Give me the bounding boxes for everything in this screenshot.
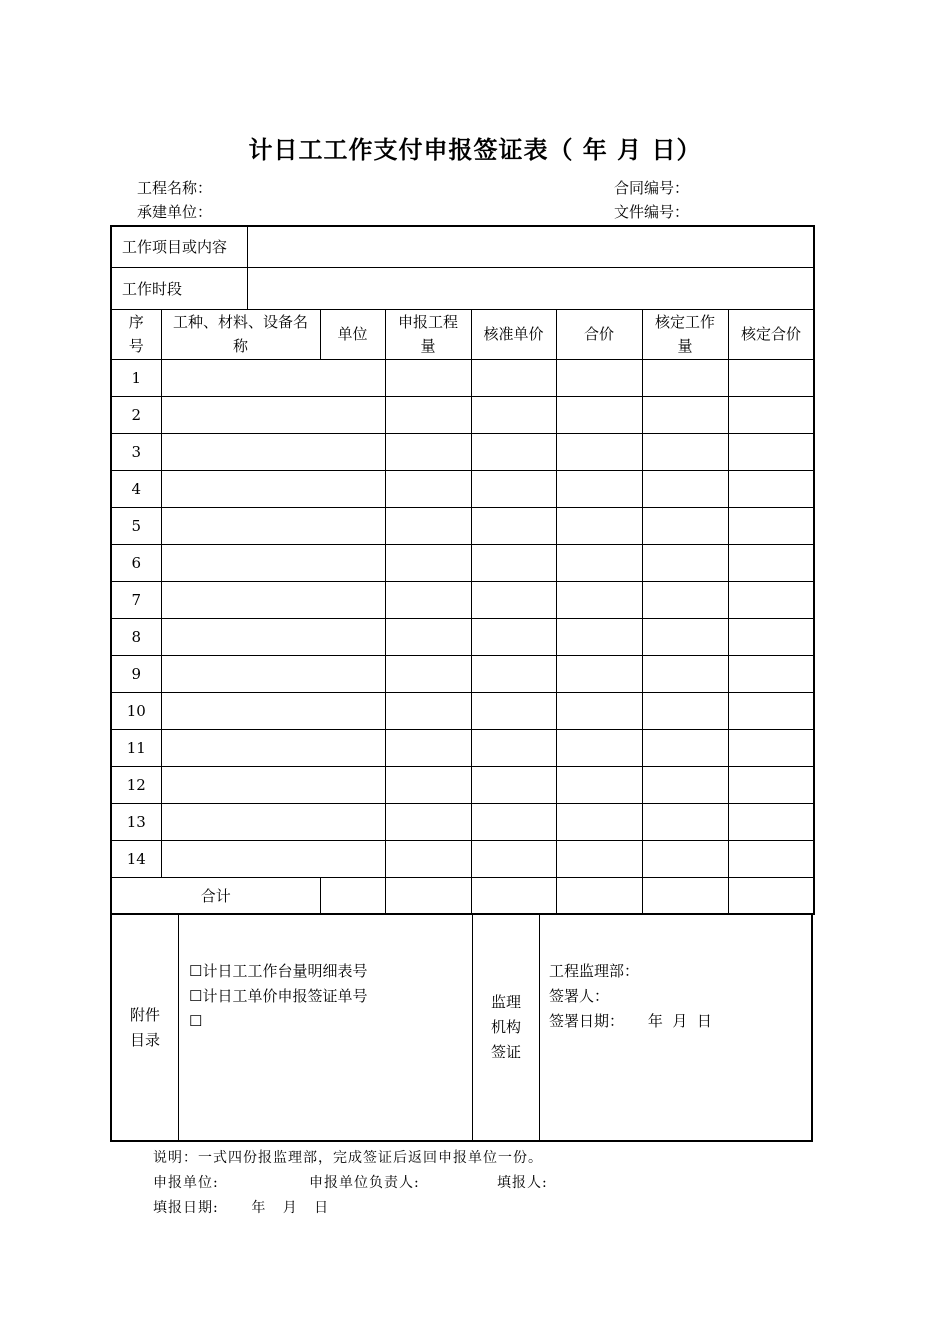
row-number: 10 xyxy=(111,692,161,729)
unit-cell[interactable] xyxy=(385,544,471,581)
unit-cell[interactable] xyxy=(385,766,471,803)
header-approved-total: 核定合价 xyxy=(728,309,814,359)
file-no-label: 文件编号： xyxy=(614,203,690,221)
table-row xyxy=(111,655,814,692)
table-row xyxy=(111,618,814,655)
approved-price-cell[interactable] xyxy=(556,359,642,396)
footer-filler: 填报人: xyxy=(497,1175,548,1191)
reported-qty-cell[interactable] xyxy=(471,729,556,766)
unit-cell[interactable] xyxy=(385,396,471,433)
name-cell[interactable] xyxy=(161,840,385,877)
header-reported-qty: 申报工程 量 xyxy=(385,309,471,359)
supervision-dept: 工程监理部： xyxy=(549,962,640,980)
header-total: 合价 xyxy=(556,309,642,359)
total-cell[interactable] xyxy=(642,840,728,877)
table-row xyxy=(111,840,814,877)
total-cell[interactable] xyxy=(642,470,728,507)
footer-applicant-head: 申报单位负责人: xyxy=(309,1175,420,1191)
name-cell[interactable] xyxy=(161,729,385,766)
table-row xyxy=(111,507,814,544)
unit-cell[interactable] xyxy=(385,618,471,655)
row-number: 1 xyxy=(111,359,161,396)
row-number: 4 xyxy=(111,470,161,507)
name-cell[interactable] xyxy=(161,359,385,396)
footer-fill-date: 填报日期: 年 月 日 xyxy=(153,1200,330,1216)
unit-cell[interactable] xyxy=(385,729,471,766)
attachment-section xyxy=(110,915,813,1142)
total-cell[interactable] xyxy=(642,729,728,766)
unit-cell[interactable] xyxy=(385,655,471,692)
work-item-label: 工作项目或内容 xyxy=(111,226,247,267)
reported-qty-cell[interactable] xyxy=(471,544,556,581)
approved-qty-cell[interactable] xyxy=(728,396,814,433)
approved-qty-cell[interactable] xyxy=(728,766,814,803)
reported-qty-cell[interactable] xyxy=(471,618,556,655)
reported-qty-cell[interactable] xyxy=(471,655,556,692)
approved-qty-cell[interactable] xyxy=(728,803,814,840)
unit-cell[interactable] xyxy=(385,840,471,877)
row-number: 13 xyxy=(111,803,161,840)
approved-price-cell[interactable] xyxy=(556,581,642,618)
row-number: 5 xyxy=(111,507,161,544)
approved-qty-cell[interactable] xyxy=(728,507,814,544)
sum-unit-cell[interactable] xyxy=(320,877,385,914)
approved-qty-cell[interactable] xyxy=(728,470,814,507)
name-cell[interactable] xyxy=(161,655,385,692)
reported-qty-cell[interactable] xyxy=(471,840,556,877)
work-table xyxy=(110,225,815,915)
table-row xyxy=(111,396,814,433)
sum-row xyxy=(111,877,814,914)
approved-price-cell[interactable] xyxy=(556,692,642,729)
reported-qty-cell[interactable] xyxy=(471,433,556,470)
approved-qty-cell[interactable] xyxy=(728,618,814,655)
total-cell[interactable] xyxy=(642,766,728,803)
name-cell[interactable] xyxy=(161,618,385,655)
approved-price-cell[interactable] xyxy=(556,470,642,507)
name-cell[interactable] xyxy=(161,803,385,840)
supervision-label: 监理 机构 签证 xyxy=(473,915,540,1140)
work-period-label: 工作时段 xyxy=(111,267,247,309)
name-cell[interactable] xyxy=(161,433,385,470)
supervision-signature xyxy=(540,915,811,1140)
table-row xyxy=(111,433,814,470)
attachment-label: 附件 目录 xyxy=(112,915,179,1140)
unit-cell[interactable] xyxy=(385,803,471,840)
total-cell[interactable] xyxy=(642,618,728,655)
table-row xyxy=(111,692,814,729)
total-cell[interactable] xyxy=(642,581,728,618)
attachment-item[interactable]: ☐计日工工作台量明细表号 xyxy=(189,962,368,980)
supervision-date: 签署日期： 年 月 日 xyxy=(549,1012,712,1030)
table-row xyxy=(111,803,814,840)
row-number: 8 xyxy=(111,618,161,655)
work-item-field[interactable] xyxy=(247,226,814,267)
reported-qty-cell[interactable] xyxy=(471,581,556,618)
table-row xyxy=(111,470,814,507)
total-cell[interactable] xyxy=(642,507,728,544)
reported-qty-cell[interactable] xyxy=(471,470,556,507)
form-title: 计日工工作支付申报签证表（ 年 月 日） xyxy=(248,136,702,164)
total-cell[interactable] xyxy=(642,433,728,470)
sum-total-cell[interactable] xyxy=(556,877,642,914)
attachment-item[interactable]: ☐计日工单价申报签证单号 xyxy=(189,987,368,1005)
attachment-list xyxy=(179,915,473,1140)
approved-qty-cell[interactable] xyxy=(728,840,814,877)
sum-reported-qty-cell[interactable] xyxy=(385,877,471,914)
name-cell[interactable] xyxy=(161,470,385,507)
approved-price-cell[interactable] xyxy=(556,766,642,803)
approved-price-cell[interactable] xyxy=(556,618,642,655)
project-name-label: 工程名称： xyxy=(137,179,213,197)
attachment-item[interactable]: ☐ xyxy=(189,1012,203,1030)
row-number: 2 xyxy=(111,396,161,433)
total-cell[interactable] xyxy=(642,396,728,433)
unit-cell[interactable] xyxy=(385,581,471,618)
unit-cell[interactable] xyxy=(385,507,471,544)
header-approved-price: 核准单价 xyxy=(471,309,556,359)
contract-no-label: 合同编号： xyxy=(614,179,690,197)
approved-qty-cell[interactable] xyxy=(728,433,814,470)
total-cell[interactable] xyxy=(642,544,728,581)
row-number: 7 xyxy=(111,581,161,618)
total-cell[interactable] xyxy=(642,692,728,729)
sum-approved-qty-cell[interactable] xyxy=(642,877,728,914)
table-row xyxy=(111,359,814,396)
work-period-field[interactable] xyxy=(247,267,814,309)
reported-qty-cell[interactable] xyxy=(471,692,556,729)
row-number: 9 xyxy=(111,655,161,692)
row-number: 14 xyxy=(111,840,161,877)
total-cell[interactable] xyxy=(642,655,728,692)
approved-price-cell[interactable] xyxy=(556,507,642,544)
reported-qty-cell[interactable] xyxy=(471,359,556,396)
name-cell[interactable] xyxy=(161,581,385,618)
approved-price-cell[interactable] xyxy=(556,803,642,840)
approved-qty-cell[interactable] xyxy=(728,655,814,692)
row-number: 12 xyxy=(111,766,161,803)
unit-cell[interactable] xyxy=(385,359,471,396)
approved-price-cell[interactable] xyxy=(556,396,642,433)
name-cell[interactable] xyxy=(161,544,385,581)
header-approved-qty: 核定工作 量 xyxy=(642,309,728,359)
name-cell[interactable] xyxy=(161,507,385,544)
contractor-label: 承建单位： xyxy=(137,203,213,221)
row-number: 3 xyxy=(111,433,161,470)
supervision-signer: 签署人： xyxy=(549,987,610,1005)
reported-qty-cell[interactable] xyxy=(471,396,556,433)
total-cell[interactable] xyxy=(642,359,728,396)
approved-qty-cell[interactable] xyxy=(728,692,814,729)
sum-approved-total-cell[interactable] xyxy=(728,877,814,914)
unit-cell[interactable] xyxy=(385,470,471,507)
total-cell[interactable] xyxy=(642,803,728,840)
approved-price-cell[interactable] xyxy=(556,840,642,877)
approved-price-cell[interactable] xyxy=(556,544,642,581)
name-cell[interactable] xyxy=(161,692,385,729)
reported-qty-cell[interactable] xyxy=(471,803,556,840)
sum-approved-price-cell[interactable] xyxy=(471,877,556,914)
sum-label: 合计 xyxy=(111,877,320,914)
name-cell[interactable] xyxy=(161,396,385,433)
reported-qty-cell[interactable] xyxy=(471,766,556,803)
table-row xyxy=(111,766,814,803)
name-cell[interactable] xyxy=(161,766,385,803)
approved-price-cell[interactable] xyxy=(556,655,642,692)
table-row xyxy=(111,729,814,766)
row-number: 6 xyxy=(111,544,161,581)
header-name: 工种、材料、设备名 称 xyxy=(161,309,320,359)
footer-note: 说明：一式四份报监理部，完成签证后返回申报单位一份。 xyxy=(153,1150,543,1166)
table-row xyxy=(111,544,814,581)
approved-qty-cell[interactable] xyxy=(728,359,814,396)
approved-qty-cell[interactable] xyxy=(728,581,814,618)
unit-cell[interactable] xyxy=(385,433,471,470)
approved-price-cell[interactable] xyxy=(556,433,642,470)
approved-qty-cell[interactable] xyxy=(728,544,814,581)
row-number: 11 xyxy=(111,729,161,766)
table-row xyxy=(111,581,814,618)
reported-qty-cell[interactable] xyxy=(471,507,556,544)
approved-qty-cell[interactable] xyxy=(728,729,814,766)
footer-applicant: 申报单位: xyxy=(153,1175,219,1191)
header-seq: 序 号 xyxy=(111,309,161,359)
header-unit: 单位 xyxy=(320,309,385,359)
approved-price-cell[interactable] xyxy=(556,729,642,766)
unit-cell[interactable] xyxy=(385,692,471,729)
